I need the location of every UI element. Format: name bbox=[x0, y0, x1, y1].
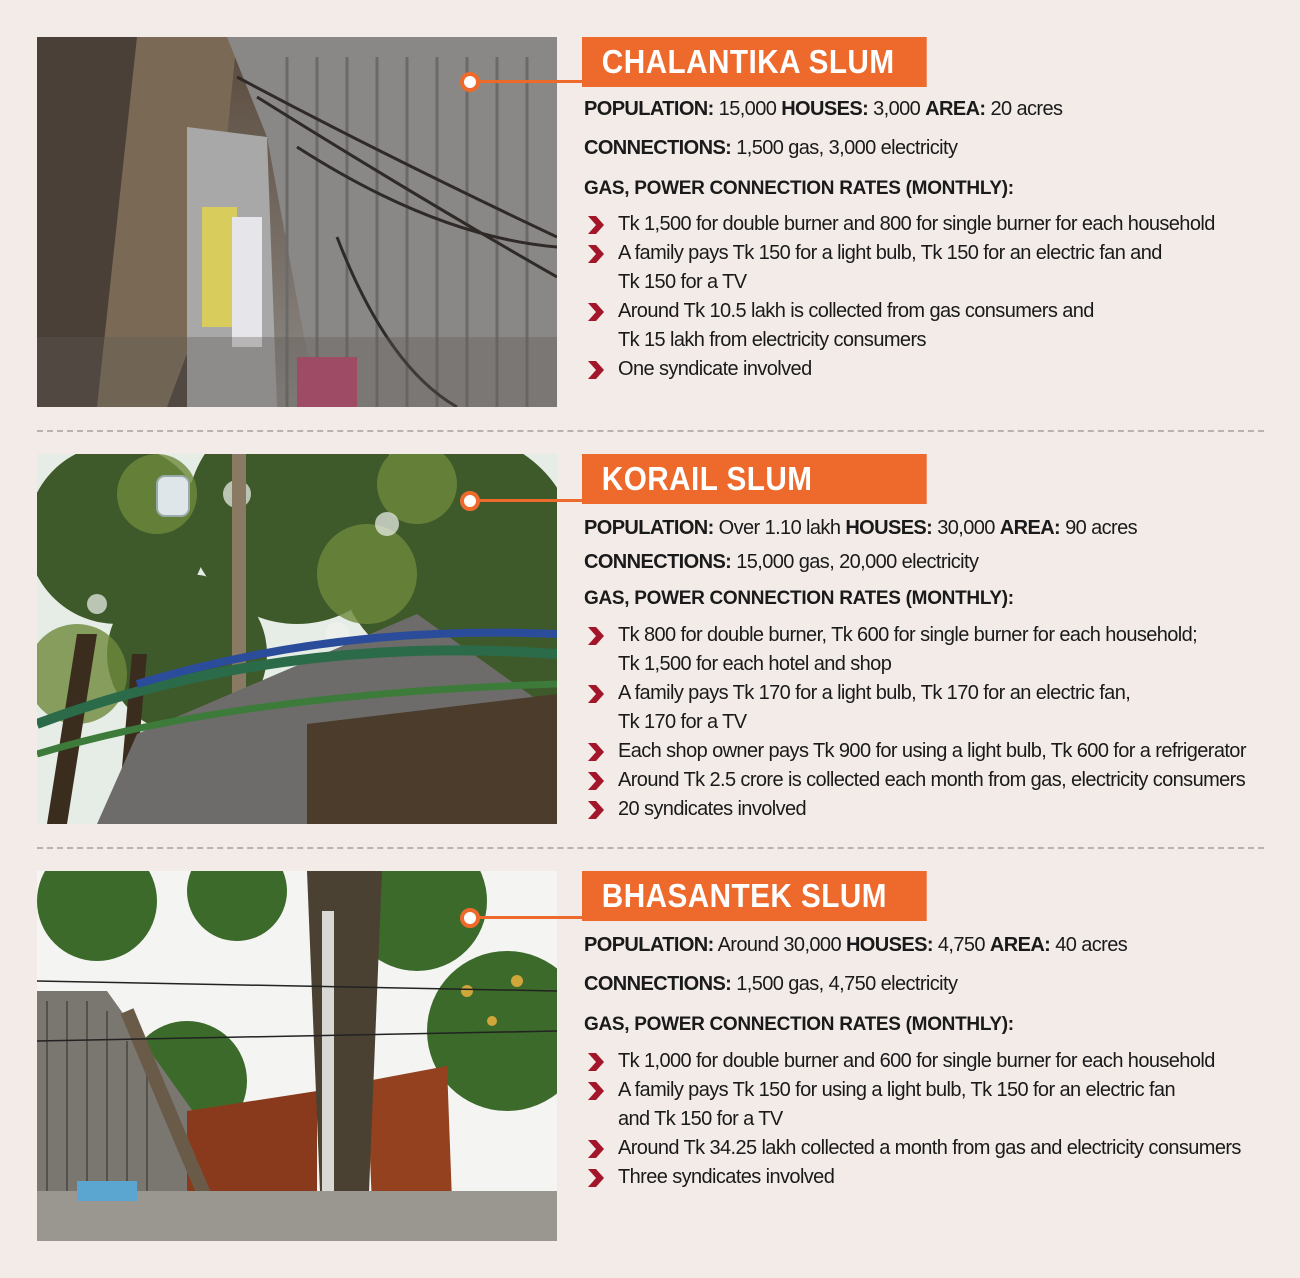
connections-label: CONNECTIONS: bbox=[584, 551, 732, 573]
population-value: Around 30,000 bbox=[717, 934, 841, 956]
rates-heading: GAS, POWER CONNECTION RATES (MONTHLY): bbox=[584, 1014, 1014, 1035]
list-item: Tk 1,500 for double burner and 800 for single burner for each household bbox=[584, 210, 1284, 239]
chalantika-photo bbox=[37, 37, 557, 407]
connections-value: 1,500 gas, 3,000 electricity bbox=[736, 137, 958, 159]
section-title: KORAIL SLUM bbox=[582, 454, 927, 504]
chevron-right-icon bbox=[588, 1140, 604, 1158]
rates-list bbox=[584, 621, 1284, 824]
list-item: Each shop owner pays Tk 900 for using a light bulb, Tk 600 for a refrigerator bbox=[584, 737, 1284, 766]
population-value: Over 1.10 lakh bbox=[718, 517, 841, 539]
connections-line bbox=[584, 973, 957, 996]
slum-section-bhasantek bbox=[0, 834, 1300, 1278]
chevron-right-icon bbox=[588, 1169, 604, 1187]
chevron-right-icon bbox=[588, 801, 604, 819]
ring-dot-icon bbox=[460, 72, 480, 92]
section-title: BHASANTEK SLUM bbox=[582, 871, 927, 921]
stats-line bbox=[584, 98, 1062, 121]
connections-line bbox=[584, 551, 978, 574]
chevron-right-icon bbox=[588, 685, 604, 703]
chevron-right-icon bbox=[588, 1082, 604, 1100]
area-label: AREA: bbox=[925, 98, 986, 120]
list-item: Tk 800 for double burner, Tk 600 for single burner for each household; Tk 1,500 for each hotel and shop bbox=[584, 621, 1284, 679]
houses-value: 3,000 bbox=[873, 98, 921, 120]
rates-heading: GAS, POWER CONNECTION RATES (MONTHLY): bbox=[584, 178, 1014, 199]
houses-value: 30,000 bbox=[937, 517, 995, 539]
population-label: POPULATION: bbox=[584, 98, 714, 120]
chevron-right-icon bbox=[588, 627, 604, 645]
chevron-right-icon bbox=[588, 361, 604, 379]
ring-dot-icon bbox=[460, 491, 480, 511]
slum-section-chalantika bbox=[0, 0, 1300, 420]
list-item: Around Tk 34.25 lakh collected a month from gas and electricity consumers bbox=[584, 1134, 1284, 1163]
area-value: 40 acres bbox=[1055, 934, 1128, 956]
area-value: 20 acres bbox=[990, 98, 1063, 120]
area-value: 90 acres bbox=[1065, 517, 1137, 539]
connections-line bbox=[584, 137, 957, 160]
korail-trees-image bbox=[37, 454, 557, 824]
title-pointer-line bbox=[476, 916, 582, 919]
connections-value: 15,000 gas, 20,000 electricity bbox=[736, 551, 979, 573]
houses-label: HOUSES: bbox=[781, 98, 869, 120]
connections-label: CONNECTIONS: bbox=[584, 973, 732, 995]
houses-label: HOUSES: bbox=[845, 934, 933, 956]
population-value: 15,000 bbox=[718, 98, 777, 120]
list-item: Around Tk 2.5 crore is collected each month from gas, electricity consumers bbox=[584, 766, 1284, 795]
list-item: A family pays Tk 170 for a light bulb, Tk 170 for an electric fan, Tk 170 for a TV bbox=[584, 679, 1284, 737]
title-pointer-line bbox=[476, 80, 582, 83]
population-label: POPULATION: bbox=[584, 934, 714, 956]
bhasantek-tree-image bbox=[37, 871, 557, 1241]
list-item: Tk 1,000 for double burner and 600 for single burner for each household bbox=[584, 1047, 1284, 1076]
chevron-right-icon bbox=[588, 303, 604, 321]
list-item: A family pays Tk 150 for using a light bulb, Tk 150 for an electric fan and Tk 150 for a TV bbox=[584, 1076, 1284, 1134]
title-pointer-line bbox=[476, 499, 582, 502]
korail-photo bbox=[37, 454, 557, 824]
houses-label: HOUSES: bbox=[845, 517, 933, 539]
list-item: Around Tk 10.5 lakh is collected from gas consumers and Tk 15 lakh from electricity consumers bbox=[584, 297, 1284, 355]
list-item: 20 syndicates involved bbox=[584, 795, 1284, 824]
ring-dot-icon bbox=[460, 908, 480, 928]
rates-list bbox=[584, 210, 1284, 384]
slum-section-korail bbox=[0, 417, 1300, 837]
section-title: CHALANTIKA SLUM bbox=[582, 37, 927, 87]
rates-list bbox=[584, 1047, 1284, 1192]
chevron-right-icon bbox=[588, 245, 604, 263]
connections-value: 1,500 gas, 4,750 electricity bbox=[736, 973, 958, 995]
rates-heading: GAS, POWER CONNECTION RATES (MONTHLY): bbox=[584, 588, 1014, 609]
list-item: One syndicate involved bbox=[584, 355, 1284, 384]
chevron-right-icon bbox=[588, 1053, 604, 1071]
list-item: A family pays Tk 150 for a light bulb, Tk 150 for an electric fan and Tk 150 for a TV bbox=[584, 239, 1284, 297]
stats-line bbox=[584, 517, 1137, 540]
chevron-right-icon bbox=[588, 216, 604, 234]
population-label: POPULATION: bbox=[584, 517, 714, 539]
list-item: Three syndicates involved bbox=[584, 1163, 1284, 1192]
area-label: AREA: bbox=[989, 934, 1051, 956]
connections-label: CONNECTIONS: bbox=[584, 137, 732, 159]
area-label: AREA: bbox=[999, 517, 1061, 539]
chalantika-alley-image bbox=[37, 37, 557, 407]
stats-line bbox=[584, 934, 1127, 957]
houses-value: 4,750 bbox=[937, 934, 985, 956]
chevron-right-icon bbox=[588, 772, 604, 790]
bhasantek-photo bbox=[37, 871, 557, 1241]
chevron-right-icon bbox=[588, 743, 604, 761]
